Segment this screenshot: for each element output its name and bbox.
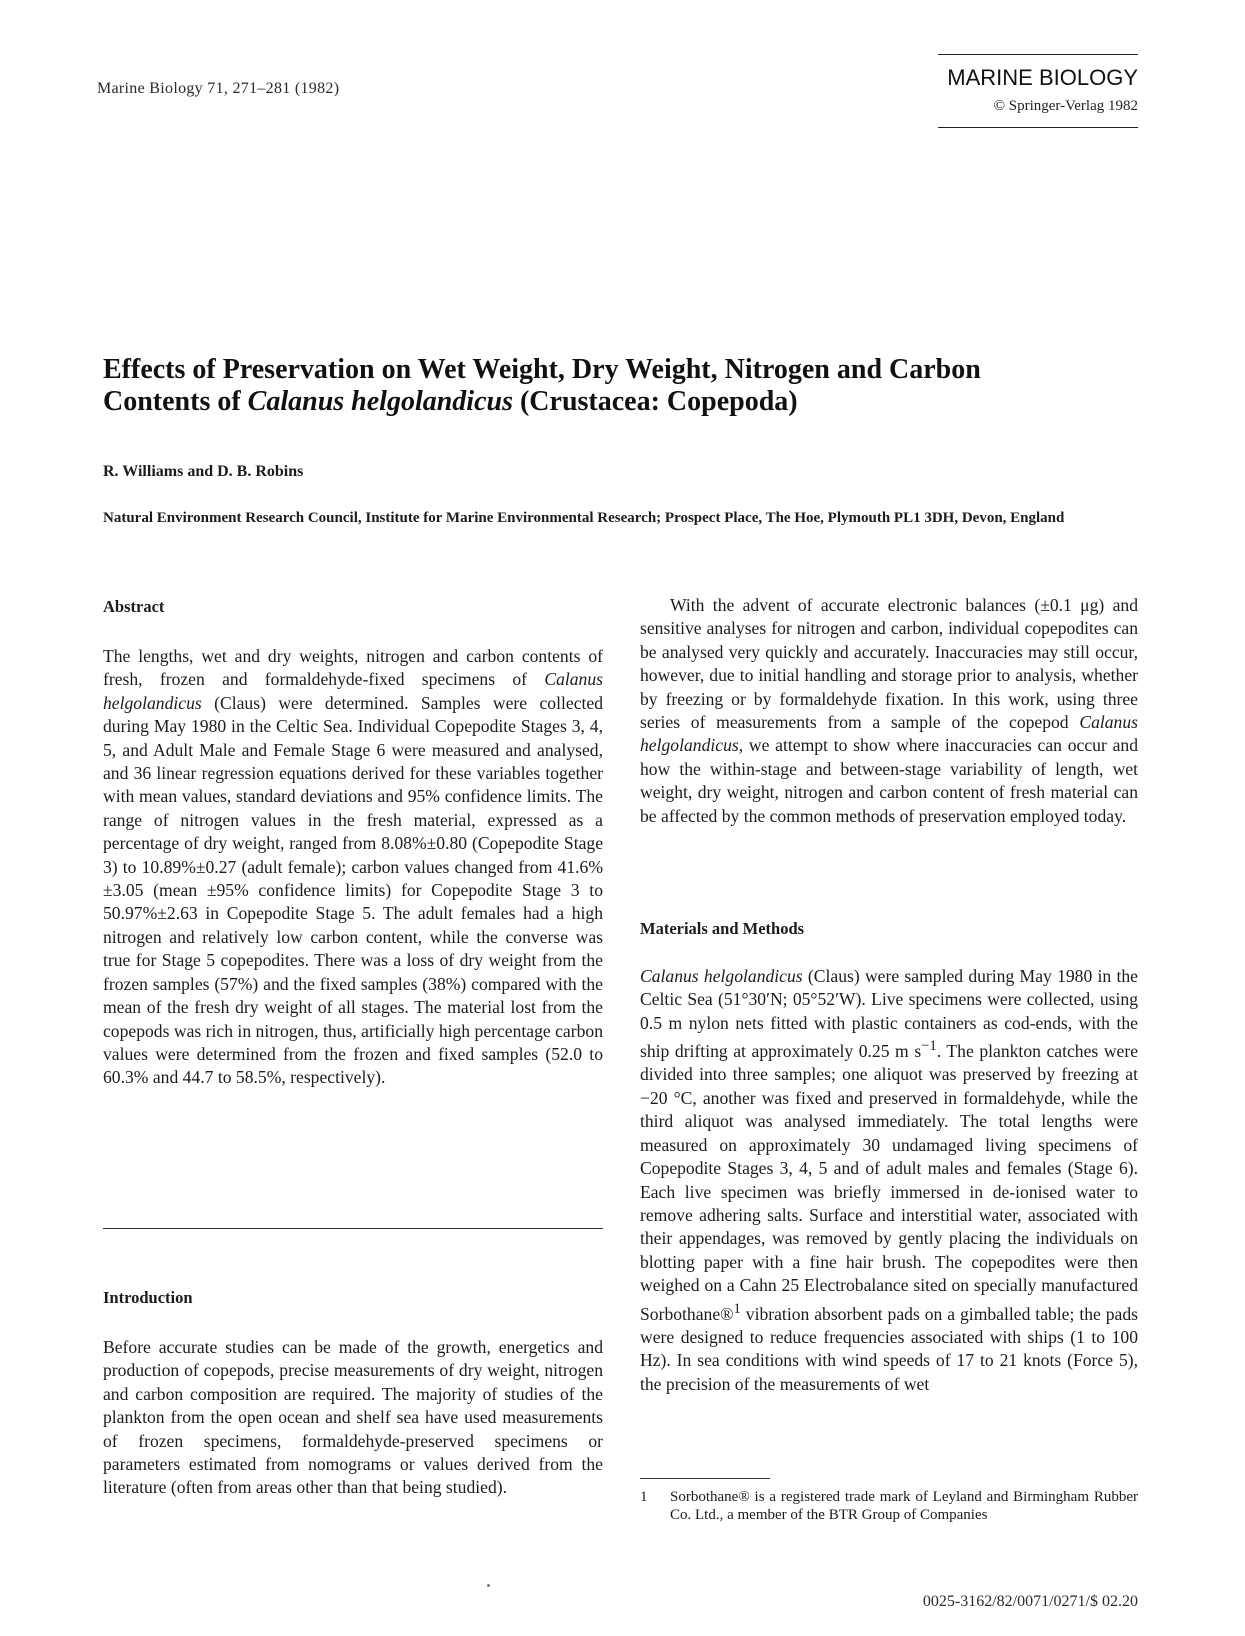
journal-citation: Marine Biology 71, 271–281 (1982)	[97, 80, 340, 97]
scan-speck	[487, 1584, 490, 1587]
introduction-body	[103, 1336, 603, 1500]
abstract-text: (Claus) were determined. Samples were collected during May 1980 in the Celtic Sea. Individual Copepodite Stages 3, 4, 5, and Adult Male and Female Stage 6 were measured and analysed, and 36 linear regression equations derived for these variables together with mean values, standard deviations and 95% confidence limits. The range of nitrogen values in the fresh material, expressed as a percentage of dry weight, ranged from 8.08%±0.80 (Copepodite Stage 3) to 10.89%±0.27 (adult female); carbon values changed from 41.6%±3.05 (mean ±95% confidence limits) for Copepodite Stage 3 to 50.97%±2.63 in Copepodite Stage 5. The adult females had a high nitrogen and relatively low carbon content, while the converse was true for Stage 5 copepodites. There was a loss of dry weight from the frozen samples (57%) and the fixed samples (38%) compared with the mean of the fresh dry weight of all stages. The material lost from the copepods was rich in nitrogen, thus, artificially high percentage carbon values were determined from the frozen and fixed samples (52.0 to 60.3% and 44.7 to 58.5%, respectively).	[103, 692, 603, 1088]
methods-body	[640, 965, 1138, 1396]
superscript: −1	[921, 1038, 937, 1055]
methods-heading: Materials and Methods	[640, 919, 805, 938]
introduction-paragraph	[640, 594, 1138, 828]
title-text: (Crustacea: Copepoda)	[512, 386, 798, 417]
title-species-name: Calanus helgolandicus	[247, 386, 513, 417]
abstract-heading: Abstract	[103, 597, 165, 616]
introduction-continued	[640, 594, 1138, 828]
introduction-heading: Introduction	[103, 1288, 193, 1307]
abstract-paragraph	[103, 645, 603, 1090]
document-code: 0025-3162/82/0071/0271/$ 02.20	[922, 1593, 1138, 1610]
title-text: Contents of	[103, 386, 248, 417]
article-title-line-1: Effects of Preservation on Wet Weight, Dry Weight, Nitrogen and Carbon	[103, 354, 981, 385]
article-title-line-2	[103, 386, 1123, 418]
methods-paragraph	[640, 965, 1138, 1396]
masthead-bottom-rule	[938, 127, 1138, 128]
paragraph-text: vibration absorbent pads on a gimballed table; the pads were designed to reduce frequencies associated with ships (1 to 100 Hz). In sea conditions with wind speeds of 17 to 21 knots (Force 5), the precision of the measurements of wet	[640, 1303, 1138, 1394]
footnote-reference[interactable]: 1	[733, 1300, 741, 1317]
introduction-paragraph: Before accurate studies can be made of the growth, energetics and production of copepods, precise measurements of dry weight, nitrogen and carbon composition are required. The majority of studies of the plankton from the open ocean and shelf sea have used measurements of frozen specimens, formaldehyde-preserved specimens or parameters estimated from nomograms or values derived from the literature (often from areas other than that being studied).	[103, 1337, 603, 1498]
paragraph-text: (Claus) were sampled during May 1980 in the Celtic Sea (51°30′N; 05°52′W). Live specimens were collected, using 0.5 m nylon nets fitted with plastic containers as cod-ends, with the ship drifting at approximately 0.25 m s	[640, 966, 1138, 1062]
footnote-marker: 1	[640, 1489, 648, 1505]
abstract-body	[103, 645, 603, 1090]
masthead-top-rule	[938, 54, 1138, 55]
author-affiliation: Natural Environment Research Council, Institute for Marine Environmental Research; Prospect Place, The Hoe, Plymouth PL1 3DH, Devon, England	[103, 510, 1065, 526]
paragraph-text: . The plankton catches were divided into three samples; one aliquot was preserved by freezing at −20 °C, another was fixed and preserved in formaldehyde, while the third aliquot was analysed immediately. The total lengths were measured on approximately 30 undamaged living specimens of Copepodite Stages 3, 4, 5 and of adult males and females (Stage 6). Each live specimen was briefly immersed in de-ionised water to remove adhering salts. Surface and interstitial water, associated with their appendages, was removed by gently placing the individuals on blotting paper with a fine hair brush. The copepodites were then weighed on a Cahn 25 Electrobalance sited on specially manufactured Sorbothane®	[640, 1041, 1138, 1324]
author-list: R. Williams and D. B. Robins	[103, 463, 304, 480]
paragraph-text: we attempt to show where inaccuracies can occur and how the within-stage and between-stage variability of length, wet weight, dry weight, nitrogen and carbon content of fresh material can be affected by the common methods of preservation employed today.	[640, 735, 1138, 826]
paragraph-text: With the advent of accurate electronic balances (±0.1 μg) and sensitive analyses for nitrogen and carbon, individual copepodites can be analysed very quickly and accurately. Inaccuracies may still occur, however, due to initial handling and storage prior to analysis, whether by freezing or by formaldehyde fixation. In this work, using three series of measurements from a sample of the copepod	[640, 595, 1138, 733]
footnote-text: Sorbothane® is a registered trade mark of Leyland and Birmingham Rubber Co. Ltd., a member of the BTR Group of Companies	[670, 1489, 1138, 1523]
species-name: Calanus helgolandicus	[103, 669, 603, 713]
footnote-divider	[640, 1478, 770, 1479]
species-name: Calanus helgolandicus	[640, 966, 803, 986]
publisher-copyright: © Springer-Verlag 1982	[993, 98, 1138, 114]
journal-masthead-title: MARINE BIOLOGY	[947, 65, 1138, 90]
article-title	[103, 354, 1123, 418]
species-name: Calanus helgolandicus,	[640, 712, 1138, 756]
abstract-text: The lengths, wet and dry weights, nitrogen and carbon contents of fresh, frozen and formaldehyde-fixed specimens of	[103, 646, 603, 690]
section-divider	[103, 1228, 603, 1229]
